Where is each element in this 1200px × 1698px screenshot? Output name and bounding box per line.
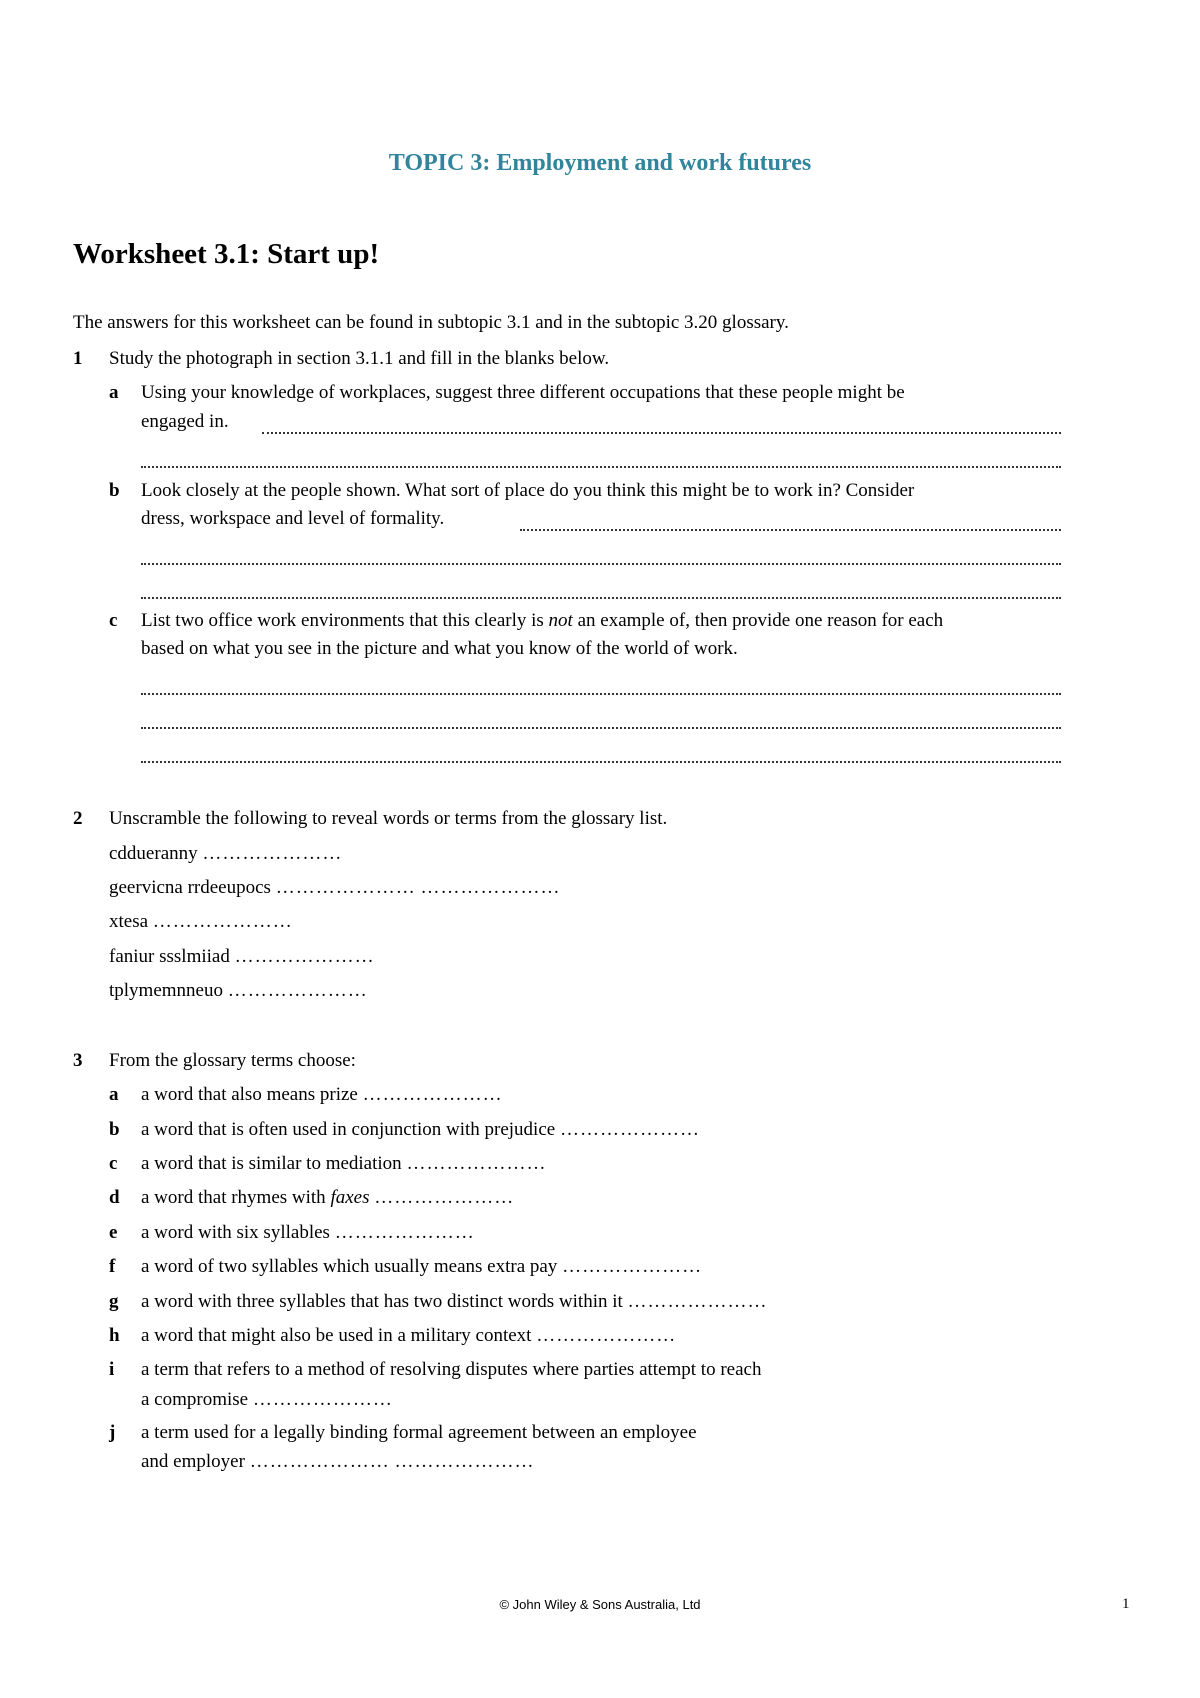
- q1c-line1: [141, 610, 943, 632]
- q3h-prompt: a word that might also be used in a military context: [141, 1325, 532, 1346]
- q1c-answer-line-2[interactable]: [141, 727, 1061, 729]
- answer-blank[interactable]: …………………: [374, 1187, 515, 1208]
- answer-blank[interactable]: …………………: [252, 1389, 393, 1410]
- q3b-prompt: a word that is often used in conjunction with prejudice: [141, 1119, 556, 1140]
- q3j-letter: j: [109, 1422, 116, 1443]
- answer-blank[interactable]: …………………: [406, 1153, 547, 1174]
- question-3-number: 3: [73, 1050, 83, 1071]
- answer-blank[interactable]: …………………: [202, 843, 343, 864]
- q3h-letter: h: [109, 1325, 120, 1346]
- q3i-letter: i: [109, 1359, 115, 1380]
- scrambled-word: xtesa: [109, 911, 149, 932]
- q3h-text: [141, 1325, 676, 1347]
- q1b-letter: b: [109, 480, 120, 501]
- q3g-text: [141, 1291, 768, 1313]
- q3d-text: [141, 1187, 514, 1209]
- q3i-line2: [141, 1389, 393, 1411]
- q3i-prompt-end: a compromise: [141, 1389, 249, 1410]
- scrambled-word: faniur ssslmiiad: [109, 946, 230, 967]
- q3c-prompt: a word that is similar to mediation: [141, 1153, 402, 1174]
- q1c-answer-line-3[interactable]: [141, 761, 1061, 763]
- q1b-answer-line-2[interactable]: [141, 563, 1061, 565]
- q1c-line1-pre: List two office work environments that this clearly is: [141, 610, 549, 631]
- answer-blank[interactable]: …………………: [420, 877, 561, 898]
- q3c-text: [141, 1153, 546, 1175]
- q3g-letter: g: [109, 1291, 119, 1312]
- answer-blank[interactable]: …………………: [234, 946, 375, 967]
- answer-blank[interactable]: …………………: [227, 980, 368, 1001]
- topic-heading: TOPIC 3: Employment and work futures: [388, 150, 812, 176]
- answer-blank[interactable]: …………………: [152, 911, 293, 932]
- q3d-letter: d: [109, 1187, 120, 1208]
- page-number: 1: [1122, 1596, 1130, 1612]
- copyright-footer: © John Wiley & Sons Australia, Ltd: [499, 1597, 701, 1612]
- answer-blank[interactable]: …………………: [362, 1084, 503, 1105]
- scrambled-term: [109, 911, 293, 933]
- q3e-prompt: a word with six syllables: [141, 1222, 330, 1243]
- q1b-line2: dress, workspace and level of formality.: [141, 508, 445, 529]
- q1c-line1-post: an example of, then provide one reason for each: [572, 610, 944, 631]
- q3j-prompt-end: and employer: [141, 1451, 245, 1472]
- question-2-text: Unscramble the following to reveal words or terms from the glossary list.: [109, 808, 668, 829]
- q3b-text: [141, 1119, 700, 1141]
- q1c-answer-line-1[interactable]: [141, 693, 1061, 695]
- answer-blank[interactable]: …………………: [394, 1451, 535, 1472]
- q3e-letter: e: [109, 1222, 118, 1243]
- q3c-letter: c: [109, 1153, 118, 1174]
- intro-text: The answers for this worksheet can be found in subtopic 3.1 and in the subtopic 3.20 glossary.: [73, 312, 789, 333]
- q3g-prompt: a word with three syllables that has two distinct words within it: [141, 1291, 623, 1312]
- scrambled-word: geervicna rrdeeupocs: [109, 877, 271, 898]
- q1c-letter: c: [109, 610, 118, 631]
- q1a-line2: engaged in.: [141, 411, 229, 432]
- q1a-answer-line-2[interactable]: [141, 466, 1061, 468]
- q3j-line2: [141, 1451, 534, 1473]
- q3e-text: [141, 1222, 475, 1244]
- q3f-letter: f: [109, 1256, 116, 1277]
- scrambled-term: [109, 843, 342, 865]
- q1b-line1: Look closely at the people shown. What sort of place do you think this might be to work in? Consider: [141, 480, 915, 501]
- answer-blank[interactable]: …………………: [334, 1222, 475, 1243]
- q3i-line1: a term that refers to a method of resolving disputes where parties attempt to reach: [141, 1359, 762, 1380]
- q1b-answer-line-1[interactable]: [520, 529, 1061, 531]
- answer-blank[interactable]: …………………: [249, 1451, 390, 1472]
- answer-blank[interactable]: …………………: [627, 1291, 768, 1312]
- worksheet-title: Worksheet 3.1: Start up!: [73, 238, 380, 270]
- q1c-line2: based on what you see in the picture and what you know of the world of work.: [141, 638, 738, 659]
- answer-blank[interactable]: …………………: [559, 1119, 700, 1140]
- scrambled-term: [109, 877, 560, 899]
- q3b-letter: b: [109, 1119, 120, 1140]
- q1b-answer-line-3[interactable]: [141, 597, 1061, 599]
- q1c-line1-emphasis: not: [548, 610, 573, 631]
- answer-blank[interactable]: …………………: [562, 1256, 703, 1277]
- q3d-emphasis: faxes: [330, 1187, 370, 1208]
- q3a-prompt: a word that also means prize: [141, 1084, 358, 1105]
- q1a-letter: a: [109, 382, 119, 403]
- question-3-text: From the glossary terms choose:: [109, 1050, 356, 1071]
- answer-blank[interactable]: …………………: [536, 1325, 677, 1346]
- q3d-prompt: a word that rhymes with: [141, 1187, 331, 1208]
- scrambled-word: tplymemnneuo: [109, 980, 223, 1001]
- q1a-line1: Using your knowledge of workplaces, suggest three different occupations that these people might be: [141, 382, 905, 403]
- q1a-answer-line-1[interactable]: [262, 432, 1061, 434]
- scrambled-term: [109, 946, 375, 968]
- q3j-line1: a term used for a legally binding formal agreement between an employee: [141, 1422, 697, 1443]
- scrambled-term: [109, 980, 368, 1002]
- q3f-prompt: a word of two syllables which usually means extra pay: [141, 1256, 558, 1277]
- question-1-text: Study the photograph in section 3.1.1 and fill in the blanks below.: [109, 348, 610, 369]
- scrambled-word: cddueranny: [109, 843, 198, 864]
- answer-blank[interactable]: …………………: [275, 877, 416, 898]
- question-1-number: 1: [73, 348, 83, 369]
- question-2-number: 2: [73, 808, 83, 829]
- q3a-text: [141, 1084, 503, 1106]
- q3f-text: [141, 1256, 702, 1278]
- q3a-letter: a: [109, 1084, 119, 1105]
